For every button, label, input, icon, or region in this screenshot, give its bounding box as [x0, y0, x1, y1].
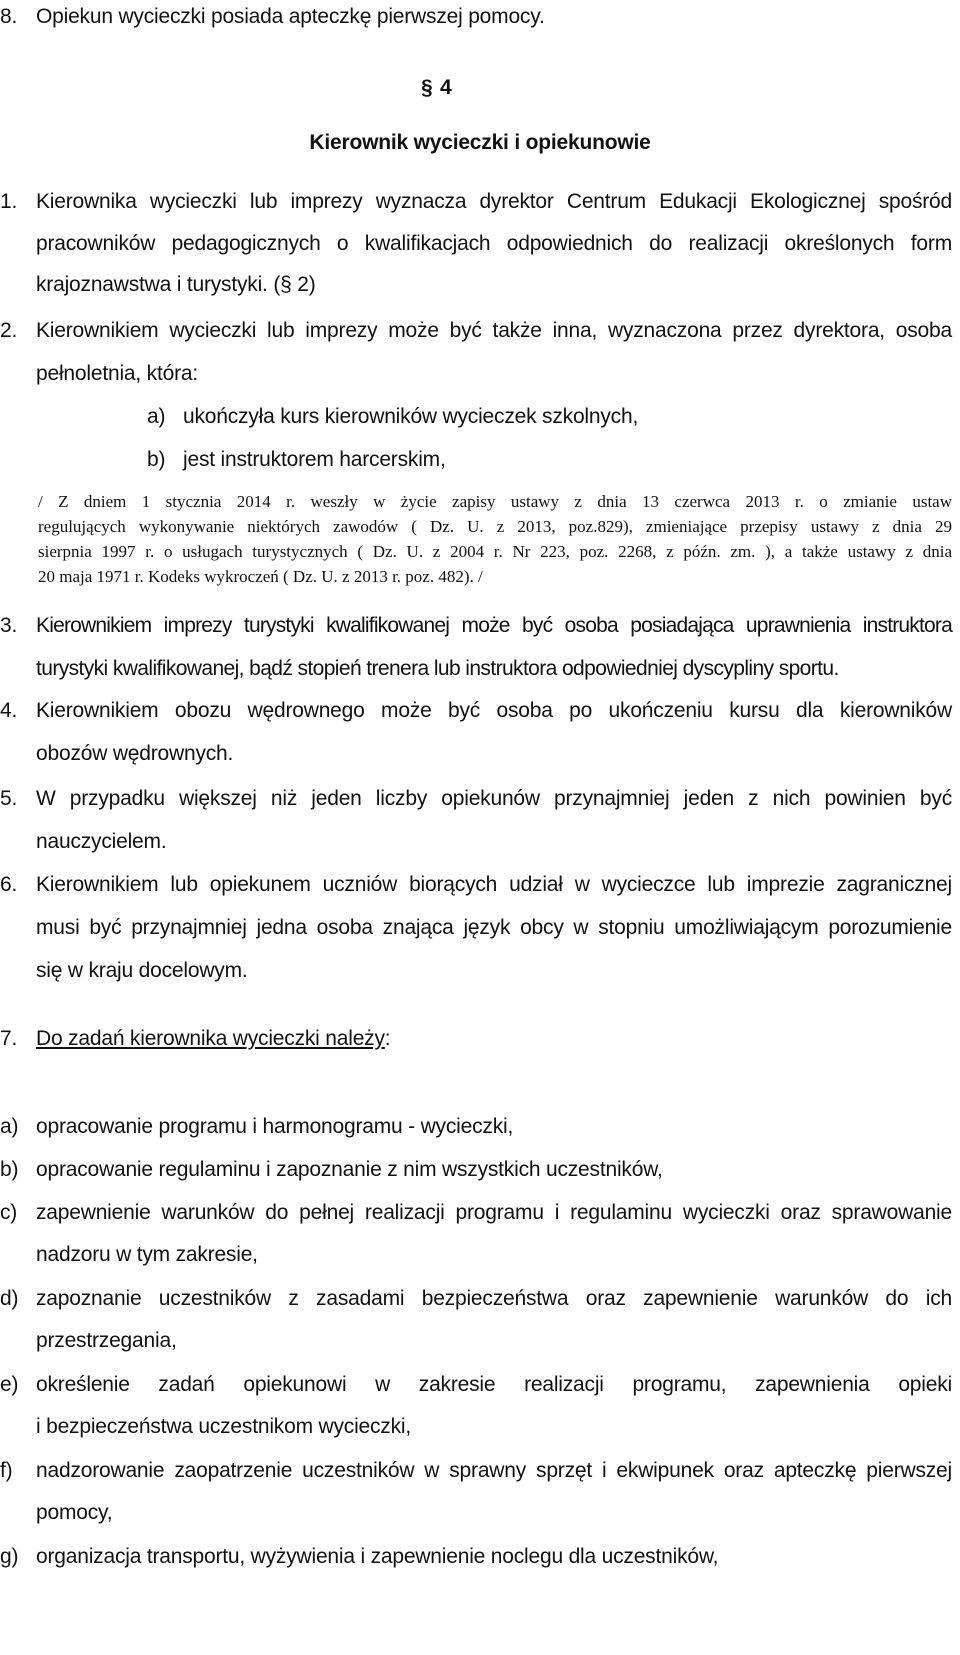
- paragraph-line: Kierownikiem wycieczki lub imprezy może być także inna, wyznaczona przez dyrektora, osoba: [36, 319, 952, 342]
- paragraph-line: Kierownikiem imprezy turystyki kwalifikowanej może być osoba posiadająca uprawnienia instruktora: [36, 614, 952, 637]
- paragraph-number: 1.: [0, 190, 18, 213]
- paragraph-number: 4.: [0, 699, 18, 722]
- duty-line: zapewnienie warunków do pełnej realizacji programu i regulaminu wycieczki oraz sprawowanie: [36, 1201, 952, 1224]
- duty-line: zapoznanie uczestników z zasadami bezpieczeństwa oraz zapewnienie warunków do ich: [36, 1287, 952, 1310]
- paragraph-line: obozów wędrownych.: [36, 742, 234, 765]
- paragraph-line: [36, 273, 316, 297]
- duty-line: nadzorowanie zaopatrzenie uczestników w sprawny sprzęt i ekwipunek oraz apteczkę pierwszej: [36, 1459, 952, 1482]
- paragraph-text: krajoznawstwa i turystyki. (: [36, 273, 281, 296]
- heading-colon: :: [384, 1027, 391, 1050]
- paragraph-number: 3.: [0, 614, 18, 637]
- note-line: 20 maja 1971 r. Kodeks wykroczeń ( Dz. U. z 2013 r. poz. 482). /: [38, 567, 483, 586]
- section-number: 4: [440, 76, 452, 99]
- paragraph-number: 2.: [0, 319, 18, 342]
- duty-label: c): [0, 1201, 18, 1224]
- duty-line: pomocy,: [36, 1501, 113, 1524]
- note-line: sierpnia 1997 r. o usługach turystycznych ( Dz. U. z 2004 r. Nr 223, poz. 2268, z późn. zm. ), a także ustawy z dnia: [38, 542, 952, 561]
- duty-label: d): [0, 1287, 19, 1310]
- paragraph-line: Kierownika wycieczki lub imprezy wyznacza dyrektor Centrum Edukacji Ekologicznej spośród: [36, 190, 952, 213]
- paragraph-line: pracowników pedagogicznych o kwalifikacjach odpowiednich do realizacji określonych form: [36, 232, 952, 255]
- item-number: 8.: [0, 5, 18, 28]
- section-symbol: §: [421, 76, 433, 99]
- subitem-label: a): [147, 405, 166, 428]
- duty-label: b): [0, 1158, 19, 1181]
- paragraph-line: [36, 1027, 390, 1051]
- paragraph-heading: Do zadań kierownika wycieczki należy: [36, 1027, 385, 1050]
- paragraph-line: W przypadku większej niż jeden liczby opiekunów przynajmniej jeden z nich powinien być: [36, 787, 952, 810]
- duty-label: g): [0, 1545, 19, 1568]
- paragraph-line: nauczycielem.: [36, 830, 167, 853]
- duty-line: nadzoru w tym zakresie,: [36, 1243, 258, 1266]
- paragraph-number: 5.: [0, 787, 18, 810]
- paragraph-line: się w kraju docelowym.: [36, 959, 248, 982]
- duty-line: opracowanie programu i harmonogramu - wycieczki,: [36, 1115, 514, 1138]
- duty-label: f): [0, 1459, 13, 1482]
- paragraph-line: Kierownikiem obozu wędrownego może być osoba po ukończeniu kursu dla kierowników: [36, 699, 952, 722]
- paragraph-ref: 2): [297, 273, 316, 296]
- subitem-label: b): [147, 448, 166, 471]
- paragraph-line: pełnoletnia, która:: [36, 362, 198, 385]
- paragraph-number: 7.: [0, 1027, 18, 1050]
- note-line: / Z dniem 1 stycznia 2014 r. weszły w życie zapisy ustawy z dnia 13 czerwca 2013 r. o zmianie ustaw: [38, 492, 952, 511]
- paragraph-line: Kierownikiem lub opiekunem uczniów biorących udział w wycieczce lub imprezie zagranicznej: [36, 873, 952, 896]
- section-symbol: §: [280, 273, 292, 296]
- section-title: Kierownik wycieczki i opiekunowie: [309, 131, 651, 154]
- paragraph-line: turystyki kwalifikowanej, bądź stopień trenera lub instruktora odpowiedniej dyscypliny sportu.: [36, 657, 839, 680]
- paragraph-number: 6.: [0, 873, 18, 896]
- subitem-text: jest instruktorem harcerskim,: [183, 448, 446, 471]
- paragraph-line: musi być przynajmniej jedna osoba znająca język obcy w stopniu umożliwiającym porozumienie: [36, 916, 952, 939]
- duty-line: przestrzegania,: [36, 1329, 177, 1352]
- duty-line: opracowanie regulaminu i zapoznanie z nim wszystkich uczestników,: [36, 1158, 663, 1181]
- note-line: regulujących wykonywanie niektórych zawodów ( Dz. U. z 2013, poz.829), zmieniające przepisy ustawy z dnia 29: [38, 517, 952, 536]
- subitem-text: ukończyła kurs kierowników wycieczek szkolnych,: [183, 405, 639, 428]
- duty-line: określenie zadań opiekunowi w zakresie realizacji programu, zapewnienia opieki: [36, 1373, 952, 1396]
- duty-line: organizacja transportu, wyżywienia i zapewnienie noclegu dla uczestników,: [36, 1545, 719, 1568]
- item-text: Opiekun wycieczki posiada apteczkę pierwszej pomocy.: [36, 5, 545, 28]
- duty-label: a): [0, 1115, 19, 1138]
- duty-label: e): [0, 1373, 19, 1396]
- duty-line: i bezpieczeństwa uczestnikom wycieczki,: [36, 1415, 412, 1438]
